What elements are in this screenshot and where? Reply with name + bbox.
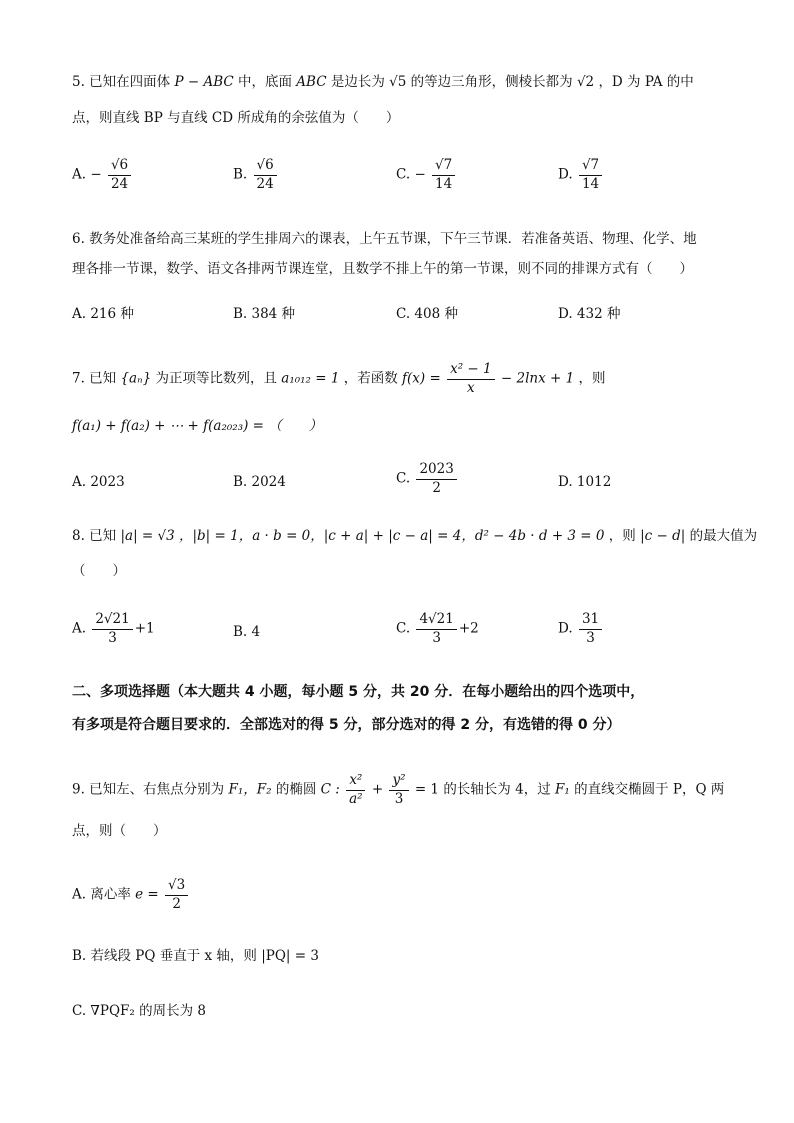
q6-option-d: D. 432 种 xyxy=(558,306,621,322)
q6-option-b: B. 384 种 xyxy=(233,306,296,322)
denominator: 3 xyxy=(394,790,404,807)
q7-math: f(x) = xyxy=(402,370,441,387)
q9-line2: 点，则（ ） xyxy=(72,823,167,839)
q8-option-b: B. 4 xyxy=(233,624,261,640)
section-2-heading-line1: 二、多项选择题（本大题共 4 小题，每小题 5 分，共 20 分．在每小题给出的四个选项中， xyxy=(72,684,645,700)
option-sign: − xyxy=(414,166,426,183)
denominator: 24 xyxy=(110,175,129,192)
q5-text: 中，底面 xyxy=(238,74,292,90)
q5-line2: 点，则直线 BP 与直线 CD 所成角的余弦值为（ ） xyxy=(72,110,400,126)
q9-text: 的椭圆 xyxy=(275,781,317,798)
q7-text: 7. 已知 xyxy=(72,370,117,387)
q8-option-d xyxy=(558,612,604,646)
q8-line1 xyxy=(72,526,757,546)
option-fraction xyxy=(92,612,132,646)
q7-option-b: B. 2024 xyxy=(233,474,286,490)
q9-math: F₁，F₂ xyxy=(228,781,272,798)
denominator: a² xyxy=(349,790,363,807)
option-label: C. xyxy=(396,620,411,637)
q9-math: = 1 xyxy=(414,781,440,798)
q9-fraction-x xyxy=(346,773,365,807)
q8-option-c xyxy=(396,612,479,646)
q9-math: C : xyxy=(320,781,340,798)
numerator: √7 xyxy=(579,158,602,176)
q5-text: 的等边三角形，侧棱长都为 xyxy=(410,74,573,90)
q9-option-c: C. ∇PQF₂ 的周长为 8 xyxy=(72,1003,206,1019)
q5-option-d xyxy=(558,158,604,192)
option-fraction xyxy=(108,158,131,192)
q9-option-a xyxy=(72,878,190,912)
q8-math: |a| = √3 ，|b| = 1，a · b = 0，|c + a| + |c − a| = 4，d² − 4b · d + 3 = 0 xyxy=(120,528,605,544)
numerator: 4√21 xyxy=(416,612,456,630)
q5-math: √5 xyxy=(389,74,407,90)
denominator: 3 xyxy=(586,629,595,646)
q5-option-c xyxy=(396,158,457,192)
denominator: 14 xyxy=(581,175,600,192)
numerator: 31 xyxy=(579,612,602,630)
denominator: 2 xyxy=(172,895,181,912)
denominator: 14 xyxy=(435,175,453,192)
q5-math: P − ABC xyxy=(174,74,234,90)
denominator: 2 xyxy=(432,479,441,496)
q6-line1: 6. 教务处准备给高三某班的学生排周六的课表，上午五节课，下午三节课．若准备英语、物理、化学、地 xyxy=(72,231,697,247)
numerator: √7 xyxy=(432,158,455,176)
q7-option-a: A. 2023 xyxy=(72,474,125,490)
denominator: x xyxy=(467,379,475,396)
q7-math: − 2lnx + 1 xyxy=(500,370,575,387)
q7-line1 xyxy=(72,362,606,396)
q8-text: 的最大值为 xyxy=(689,528,758,544)
q9-text: 的长轴长为 4，过 xyxy=(443,781,551,798)
option-label: B. xyxy=(233,166,248,183)
denominator: 3 xyxy=(432,629,441,646)
option-math: e = xyxy=(135,886,159,903)
q6-option-a: A. 216 种 xyxy=(72,306,134,322)
option-label: A. xyxy=(72,620,87,637)
q7-text: ，则 xyxy=(578,370,606,387)
numerator: 2√21 xyxy=(92,612,132,630)
numerator: y² xyxy=(389,773,408,791)
plus-sign: + xyxy=(371,781,384,798)
option-label: C. xyxy=(396,470,411,487)
q6-option-c: C. 408 种 xyxy=(396,306,458,322)
option-tail: +2 xyxy=(458,620,479,637)
q5-line1 xyxy=(72,72,694,92)
q7-text: 为正项等比数列，且 xyxy=(155,370,277,387)
numerator: √6 xyxy=(108,158,131,176)
option-label: D. xyxy=(558,166,573,183)
numerator: √6 xyxy=(254,158,277,176)
denominator: 3 xyxy=(108,629,117,646)
q8-option-a xyxy=(72,612,155,646)
q5-text: ，D 为 PA 的中 xyxy=(598,74,694,90)
option-fraction xyxy=(579,612,602,646)
option-label: A. xyxy=(72,166,87,183)
numerator: x² − 1 xyxy=(447,362,495,380)
q9-text: 9. 已知左、右焦点分别为 xyxy=(72,781,225,798)
option-fraction xyxy=(432,158,455,192)
q5-option-a xyxy=(72,158,133,192)
option-fraction xyxy=(416,462,456,496)
denominator: 24 xyxy=(256,175,274,192)
option-fraction xyxy=(416,612,456,646)
q9-option-b: B. 若线段 PQ 垂直于 x 轴，则 |PQ| = 3 xyxy=(72,948,319,964)
q9-fraction-y xyxy=(389,773,408,807)
section-2-heading-line2: 有多项是符合题目要求的．全部选对的得 5 分，部分选对的得 2 分，有选错的得 0 分） xyxy=(72,717,621,733)
q9-line1 xyxy=(72,773,724,807)
option-fraction xyxy=(254,158,277,192)
option-tail: +1 xyxy=(134,620,155,637)
q9-math: F₁ xyxy=(555,781,570,798)
numerator: √3 xyxy=(165,878,188,896)
q7-math: {aₙ} xyxy=(120,370,152,387)
option-fraction xyxy=(579,158,602,192)
q8-math: |c − d| xyxy=(640,528,686,544)
q5-text: 是边长为 xyxy=(330,74,385,90)
q5-math: ABC xyxy=(296,74,327,90)
q5-math: √2 xyxy=(576,74,595,90)
q7-text: ，若函数 xyxy=(343,370,398,387)
option-label: A. 离心率 xyxy=(72,886,131,903)
q7-option-d: D. 1012 xyxy=(558,474,612,490)
option-sign: − xyxy=(90,166,102,183)
q7-fraction xyxy=(447,362,495,396)
q5-text: 5. 已知在四面体 xyxy=(72,74,171,90)
option-label: D. xyxy=(558,620,573,637)
q8-line2: （ ） xyxy=(72,563,126,579)
numerator: x² xyxy=(346,773,365,791)
q8-text: 8. 已知 xyxy=(72,528,117,544)
q8-text: ，则 xyxy=(608,528,636,544)
q6-line2: 理各排一节课，数学、语文各排两节课连堂，且数学不排上午的第一节课，则不同的排课方式有（ ） xyxy=(72,261,693,277)
option-label: C. xyxy=(396,166,411,183)
q7-line2: f(a₁) + f(a₂) + ⋯ + f(a₂₀₂₃) = （ ） xyxy=(72,418,323,434)
q5-option-b xyxy=(233,158,279,192)
option-fraction xyxy=(165,878,188,912)
q7-option-c xyxy=(396,462,459,496)
q7-math: a₁₀₁₂ = 1 xyxy=(281,370,340,387)
q9-text: 的直线交椭圆于 P，Q 两 xyxy=(574,781,725,798)
numerator: 2023 xyxy=(416,462,456,480)
